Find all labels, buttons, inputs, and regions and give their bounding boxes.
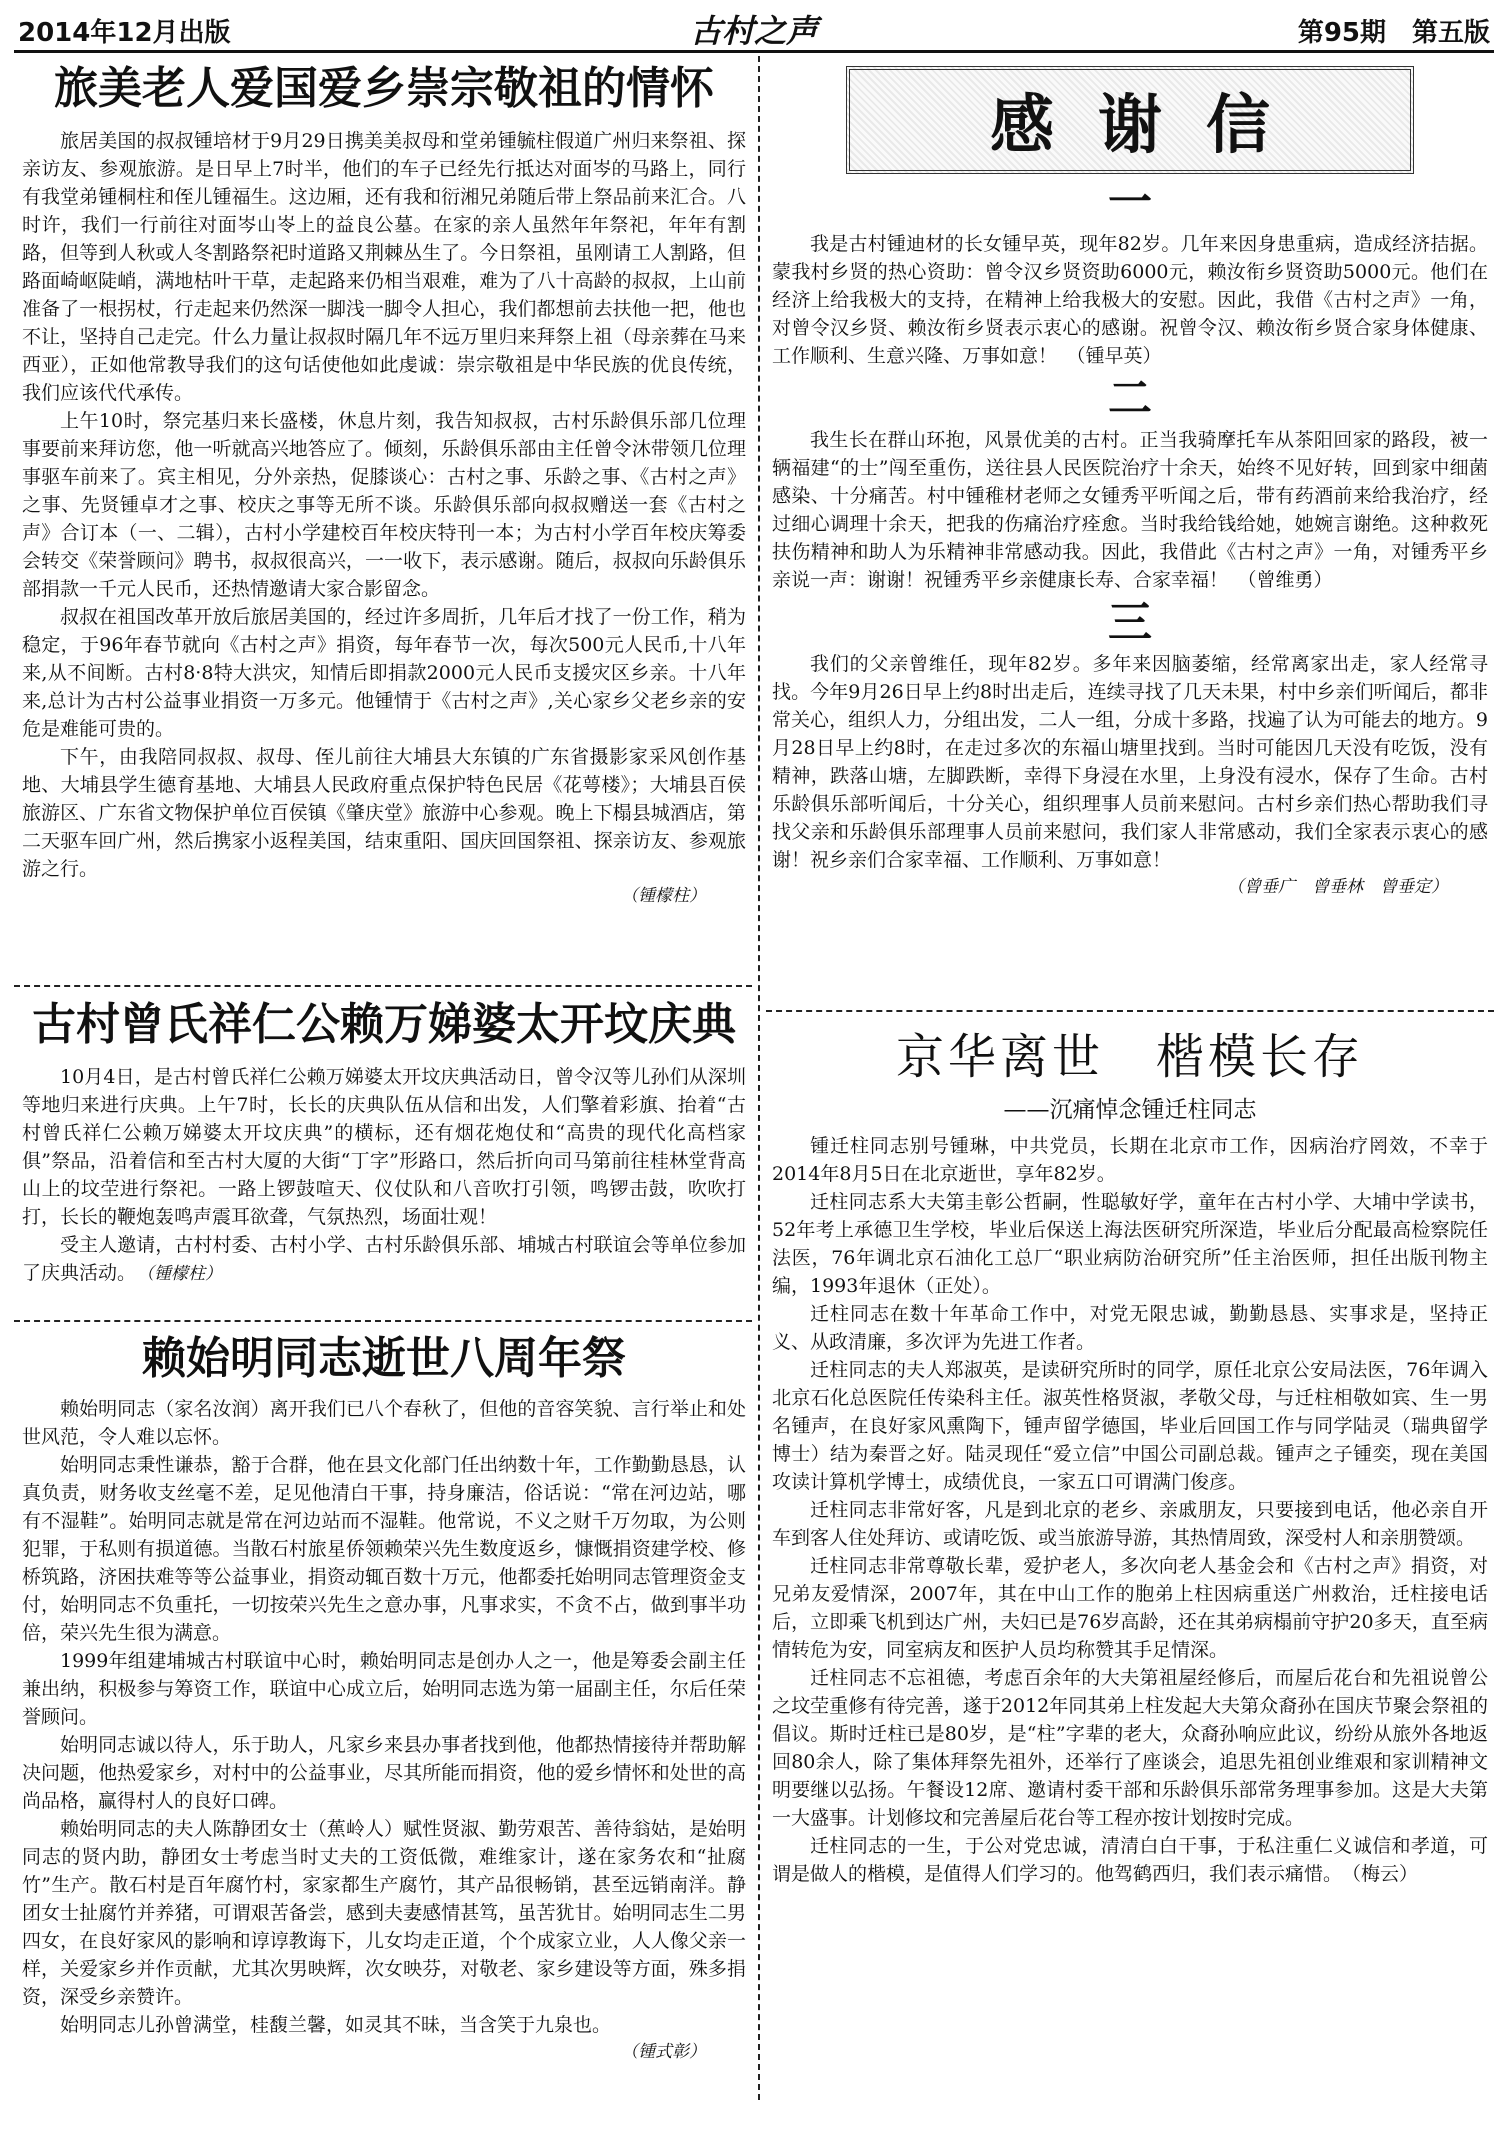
paragraph: 上午10时，祭完基归来长盛楼，休息片刻，我告知叔叔，古村乐龄俱乐部几位理事要前来拜访您，他一听就高兴地答应了。倾刻，乐龄俱乐部由主任曾令沐带领几位理事驱车前来了。宾主相见，分外亲热，促膝谈心：古村之事、乐龄之事、《古村之声》之事、先贤锺卓才之事、校庆之事等无所不谈。乐龄俱乐部向叔叔赠送一套《古村之声》合订本（一、二辑），古村小学建校百年校庆特刊一本；为古村小学百年校庆筹委会转交《荣誉顾问》聘书，叔叔很高兴，一一收下，表示感谢。随后，叔叔向乐龄俱乐部捐款一千元人民币，还热情邀请大家合影留念。 xyxy=(22,409,746,600)
paragraph: 迁柱同志的一生，于公对党忠诚，清清白白干事，于私注重仁义诚信和孝道，可谓是做人的楷模，是值得人们学习的。他驾鹤西归，我们表示痛惜。 （梅云） xyxy=(772,1835,1488,1886)
article-title: 旅美老人爱国爱乡崇宗敬祖的情怀 xyxy=(54,63,714,114)
article-memorial-lai xyxy=(22,1334,746,2065)
article-body xyxy=(22,127,746,883)
left-divider-1 xyxy=(14,985,752,987)
paragraph: 下午，由我陪同叔叔、叔母、侄儿前往大埔县大东镇的广东省摄影家采风创作基地、大埔县学生德育基地、大埔县人民政府重点保护特色民居《花萼楼》；大埔县百侯旅游区、广东省文物保护单位百侯镇《肇庆堂》旅游中心参观。晚上下榻县城酒店，第二天驱车回广州，然后携家小返程美国，结束重阳、国庆回国祭祖、探亲访友、参观旅游之行。 xyxy=(22,745,746,880)
header-rule xyxy=(14,50,1494,53)
section-number: 一 xyxy=(1108,177,1152,228)
paragraph: 始明同志诚以待人，乐于助人，凡家乡来县办事者找到他，他都热情接待并帮助解决问题，他热爱家乡，对村中的公益事业，尽其所能而捐资，他的爱乡情怀和处世的高尚品格，赢得村人的良好口碑。 xyxy=(22,1733,746,1812)
author-signature: （锺檬柱） xyxy=(621,885,706,906)
article-title: 赖始明同志逝世八周年祭 xyxy=(142,1333,626,1384)
article-tomb-ceremony xyxy=(22,1000,746,1288)
paragraph: 赖始明同志的夫人陈静团女士（蕉岭人）赋性贤淑、勤劳艰苦、善待翁姑，是始明同志的贤内助，静团女士考虑当时丈夫的工资低微，难维家计，遂在家务农和“扯腐竹”生产。散石村是百年腐竹村，家家都生产腐竹，其产品很畅销，甚至远销南洋。静团女士扯腐竹并养猪，可谓艰苦备尝，感到夫妻感情甚笃，虽苦犹甘。始明同志生二男四女，在良好家风的影响和谆谆教诲下，儿女均走正道，个个成家立业，人人像父亲一样，关爱家乡并作贡献，尤其次男映辉，次女映芬，对敬老、家乡建设等方面，殊多捐资，深受乡亲赞许。 xyxy=(22,1817,746,2008)
paragraph: 我们的父亲曾维任，现年82岁。多年来因脑萎缩，经常离家出走，家人经常寻找。今年9月26日早上约8时出走后，连续寻找了几天未果，村中乡亲们听闻后，都非常关心，组织人力，分组出发，二人一组，分成十多路，找遍了认为可能去的地方。9月28日早上约8时，在走过多次的东福山塘里找到。当时可能因几天没有吃饭，没有精神，跌落山塘，左脚跌断，幸得下身浸在水里，上身没有浸水，保存了生命。古村乐龄俱乐部听闻后，十分关心，组织理事人员前来慰问。古村乡亲们热心帮助我们寻找父亲和乐龄俱乐部理事人员前来慰问，我们家人非常感动，我们全家表示衷心的感谢！祝乡亲们合家幸福、工作顺利、万事如意！ xyxy=(772,653,1488,871)
right-divider-1 xyxy=(766,1010,1494,1012)
paragraph-text: 受主人邀请，古村村委、古村小学、古村乐龄俱乐部、埔城古村联谊会等单位参加了庆典活动。 xyxy=(22,1233,746,1284)
paragraph: 迁柱同志非常尊敬长辈，爱护老人，多次向老人基金会和《古村之声》捐资，对兄弟友爱情深，2007年，其在中山工作的胞弟上柱因病重送广州救治，迁柱接电话后，立即乘飞机到达广州，夫妇已是76岁高龄，还在其弟病榻前守护20多天，直至病情转危为安，同室病友和医护人员均称赞其手足情深。 xyxy=(772,1555,1488,1662)
paragraph: 我生长在群山环抱，风景优美的古村。正当我骑摩托车从茶阳回家的路段，被一辆福建“的士”闯至重伤，送往县人民医院治疗十余天，始终不见好转，回到家中细菌感染、十分痛苦。村中锺稚材老师之女锺秀平听闻之后，带有药酒前来给我治疗，经过细心调理十余天，把我的伤痛治疗痊愈。当时我给钱给她，她婉言谢绝。这种救死扶伤精神和助人为乐精神非常感动我。因此，我借此《古村之声》一角，对锺秀平乡亲说一声：谢谢！祝锺秀平乡亲健康长寿、合家幸福！ （曾维勇） xyxy=(772,429,1488,591)
page-header xyxy=(14,6,1494,50)
author-signature: （曾垂广 曾垂林 曾垂定） xyxy=(1227,877,1448,897)
issue-page: 第95期 第五版 xyxy=(1297,18,1490,48)
paragraph: 迁柱同志系大夫第圭彰公哲嗣，性聪敏好学，童年在古村小学、大埔中学读书，52年考上承德卫生学校，毕业后保送上海法医研究所深造，毕业后分配最高检察院任法医，76年调北京石油化工总厂“职业病防治研究所”任主治医师，担任出版刊物主编，1993年退休（正处）。 xyxy=(772,1191,1488,1298)
left-divider-2 xyxy=(14,1320,752,1322)
article-thanks-letters xyxy=(772,66,1488,900)
section-number: 二 xyxy=(1108,373,1152,424)
thanks-title-banner xyxy=(846,66,1414,174)
paragraph xyxy=(22,1231,746,1288)
author-signature: （锺檬柱） xyxy=(145,1263,223,1284)
paragraph: 迁柱同志的夫人郑淑英，是读研究所时的同学，原任北京公安局法医，76年调入北京石化总医院任传染科主任。淑英性格贤淑，孝敬父母，与迁柱相敬如宾、生一男名锺声，在良好家风熏陶下，锺声留学德国，毕业后回国工作与同学陆灵（瑞典留学博士）结为秦晋之好。陆灵现任“爱立信”中国公司副总裁。锺声之子锺奕，现在美国攻读计算机学博士，成绩优良，一家五口可谓满门俊彦。 xyxy=(772,1359,1488,1494)
article-memorial-zhong xyxy=(772,1030,1488,1888)
paper-name: 古村之声 xyxy=(689,12,818,50)
article-title: 京华离世 楷模长存 xyxy=(895,1029,1364,1085)
paragraph: 1999年组建埔城古村联谊中心时，赖始明同志是创办人之一，他是筹委会副主任兼出纳，积极参与筹资工作，联谊中心成立后，始明同志选为第一届副主任，尔后任荣誉顾问。 xyxy=(22,1649,746,1728)
paragraph: 我是古村锺迪材的长女锺早英，现年82岁。几年来因身患重病，造成经济拮据。蒙我村乡贤的热心资助：曾令汉乡贤资助6000元，赖汝衔乡贤资助5000元。他们在经济上给我极大的支持，在精神上给我极大的安慰。因此，我借《古村之声》一角，对曾令汉乡贤、赖汝衔乡贤表示衷心的感谢。祝曾令汉、赖汝衔乡贤合家身体健康、工作顺利、生意兴隆、万事如意！ （锺早英） xyxy=(772,233,1488,367)
paragraph: 叔叔在祖国改革开放后旅居美国的，经过许多周折，几年后才找了一份工作，稍为稳定，于96年春节就向《古村之声》捐资，每年春节一次，每次500元人民币,十八年来,从不间断。古村8·8特大洪灾，知情后即捐款2000元人民币支援灾区乡亲。十八年来,总计为古村公益事业捐资一万多元。他锺情于《古村之声》,关心家乡父老乡亲的安危是难能可贵的。 xyxy=(22,605,746,740)
paragraph: 迁柱同志在数十年革命工作中，对党无限忠诚，勤勤恳恳、实事求是，坚持正义、从政清廉，多次评为先进工作者。 xyxy=(772,1303,1488,1354)
paragraph: 赖始明同志（家名汝润）离开我们已八个春秋了，但他的音容笑貌、言行举止和处世风范，令人难以忘怀。 xyxy=(22,1397,746,1448)
column-divider xyxy=(758,56,760,2100)
article-subtitle: ——沉痛悼念锺迁柱同志 xyxy=(1003,1097,1257,1124)
article-overseas-elder xyxy=(22,64,746,909)
author-signature: （锺式彰） xyxy=(621,2041,706,2062)
paragraph: 始明同志秉性谦恭，豁于合群，他在县文化部门任出纳数十年，工作勤勤恳恳，认真负责，财务收支丝毫不差，足见他清白干事，持身廉洁，俗话说：“常在河边站，哪有不湿鞋”。始明同志就是常在河边站而不湿鞋。他常说，不义之财千万勿取，为公则犯罪，于私则有损道德。当散石村旅星侨领赖荣兴先生数度返乡，慷慨捐资建学校、修桥筑路，济困扶难等等公益事业，捐资动辄百数十万元，他都委托始明同志管理资金支付，始明同志不负重托，一切按荣兴先生之意办事，凡事求实，不贪不占，做到事半功倍，荣兴先生很为满意。 xyxy=(22,1453,746,1644)
paragraph: 旅居美国的叔叔锺培材于9月29日携美美叔母和堂弟锺毓柱假道广州归来祭祖、探亲访友、参观旅游。是日早上7时半，他们的车子已经先行抵达对面岑的马路上，同行有我堂弟锺桐柱和侄儿锺福生。这边厢，还有我和衍湘兄弟随后带上祭品前来汇合。八时许，我们一行前往对面岑山岺上的益良公墓。在家的亲人虽然年年祭祀，年年有割路，但等到人秋或人冬割路祭祀时道路又荆棘丛生了。今日祭祖，虽刚请工人割路，但路面崎岖陡峭，满地枯叶干草，走起路来仍相当艰难，难为了八十高龄的叔叔，上山前准备了一根拐杖，行走起来仍然深一脚浅一脚令人担心，我们都想前去扶他一把，他也不让，坚持自己走完。什么力量让叔叔时隔几年不远万里归来拜祭上祖（母亲葬在马来西亚），正如他常教导我们的这句话使他如此虔诚：崇宗敬祖是中华民族的优良传统，我们应该代代承传。 xyxy=(22,129,746,404)
section-number: 三 xyxy=(1108,597,1152,648)
issue-date: 2014年12月出版 xyxy=(18,18,231,48)
paragraph: 迁柱同志非常好客，凡是到北京的老乡、亲戚朋友，只要接到电话，他必亲自开车到客人住处拜访、或请吃饭、或当旅游导游，其热情周致，深受村人和亲朋赞颂。 xyxy=(772,1499,1488,1550)
paragraph: 锺迁柱同志别号锺琳，中共党员，长期在北京市工作，因病治疗罔效，不幸于2014年8月5日在北京逝世，享年82岁。 xyxy=(772,1135,1488,1186)
article-title: 古村曾氏祥仁公赖万娣婆太开坟庆典 xyxy=(32,999,736,1050)
article-title: 感谢信 xyxy=(990,88,1314,163)
paragraph: 10月4日，是古村曾氏祥仁公赖万娣婆太开坟庆典活动日，曾令汉等儿孙们从深圳等地归来进行庆典。上午7时，长长的庆典队伍从信和出发，人们擎着彩旗、抬着“古村曾氏祥仁公赖万娣婆太开坟庆典”的横标，还有烟花炮仗和“高贵的现代化高档家俱”祭品，沿着信和至古村大厦的大街“丁字”形路口，然后折向司马第前往桂林堂背高山上的坟茔进行祭祀。一路上锣鼓喧天、仪仗队和八音吹打引领，鸣锣击鼓，吹吹打打，长长的鞭炮轰鸣声震耳欲聋，气氛热烈，场面壮观！ xyxy=(22,1065,746,1228)
paragraph: 始明同志儿孙曾满堂，桂馥兰馨，如灵其不昧，当含笑于九泉也。 xyxy=(60,2013,612,2036)
paragraph: 迁柱同志不忘祖德，考虑百余年的大夫第祖屋经修后，而屋后花台和先祖说曾公之坟茔重修有待完善，遂于2012年同其弟上柱发起大夫第众裔孙在国庆节聚会祭祖的倡议。斯时迁柱已是80岁，是“柱”字辈的老大，众裔孙响应此议，纷纷从旅外各地返回80余人，除了集体拜祭先祖外，还举行了座谈会，追思先祖创业维艰和家训精神文明要继以弘扬。午餐设12席、邀请村委干部和乐龄俱乐部常务理事参加。这是大夫第一大盛事。计划修坟和完善屋后花台等工程亦按计划按时完成。 xyxy=(772,1667,1488,1830)
